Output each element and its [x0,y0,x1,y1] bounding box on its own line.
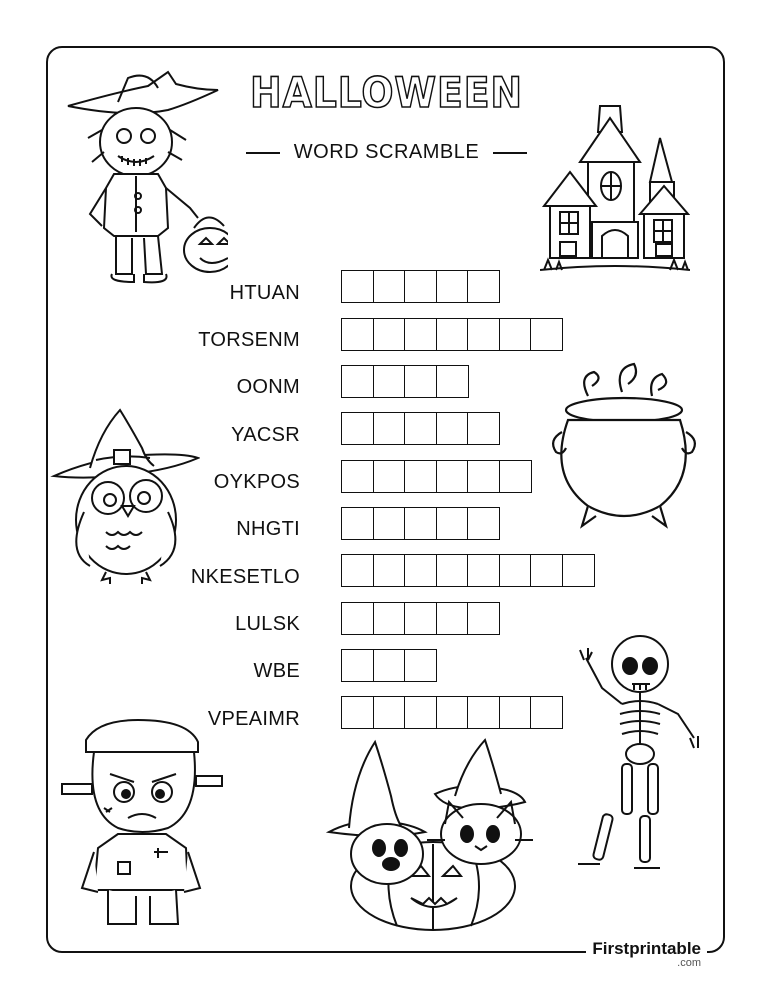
letter-box[interactable] [467,554,500,587]
scrambled-word: HTUAN [229,282,300,304]
subtitle-rule-left [246,152,280,154]
letter-box[interactable] [341,318,374,351]
letter-box[interactable] [530,318,563,351]
letter-box[interactable] [341,412,374,445]
answer-boxes[interactable] [341,554,593,587]
letter-box[interactable] [341,649,374,682]
letter-box[interactable] [499,318,532,351]
brand-name: Firstprintable [592,939,701,958]
letter-box[interactable] [373,507,406,540]
letter-box[interactable] [436,602,469,635]
scrambled-word: VPEAIMR [207,708,300,730]
answer-boxes[interactable] [341,507,499,540]
letter-box[interactable] [373,554,406,587]
letter-box[interactable] [373,696,406,729]
scrambled-word: LULSK [235,613,300,635]
scrambled-word: OYKPOS [213,471,300,493]
brand-tld: .com [677,957,701,969]
page-title: HALLOWEEN [250,68,523,117]
letter-box[interactable] [373,318,406,351]
letter-box[interactable] [562,554,595,587]
letter-box[interactable] [404,270,437,303]
answer-boxes[interactable] [341,602,499,635]
letter-box[interactable] [467,412,500,445]
letter-box[interactable] [436,270,469,303]
owl-witch-illustration [50,402,200,587]
letter-box[interactable] [467,318,500,351]
skeleton-illustration [568,628,713,878]
letter-box[interactable] [530,554,563,587]
letter-box[interactable] [404,649,437,682]
scrambled-word: WBE [253,660,300,682]
letter-box[interactable] [467,507,500,540]
answer-boxes[interactable] [341,318,562,351]
letter-box[interactable] [341,270,374,303]
letter-box[interactable] [373,649,406,682]
letter-box[interactable] [341,602,374,635]
letter-box[interactable] [404,554,437,587]
letter-box[interactable] [499,696,532,729]
letter-box[interactable] [341,507,374,540]
letter-box[interactable] [404,460,437,493]
letter-box[interactable] [436,412,469,445]
letter-box[interactable] [436,554,469,587]
scrambled-word: NHGTI [236,518,300,540]
letter-box[interactable] [341,365,374,398]
answer-boxes[interactable] [341,696,562,729]
letter-box[interactable] [467,460,500,493]
pumpkin-pets-illustration [325,736,540,934]
letter-box[interactable] [404,365,437,398]
letter-box[interactable] [373,365,406,398]
letter-box[interactable] [467,696,500,729]
brand-logo [586,940,707,970]
letter-box[interactable] [436,696,469,729]
letter-box[interactable] [530,696,563,729]
letter-box[interactable] [373,412,406,445]
letter-box[interactable] [404,602,437,635]
cauldron-illustration [548,356,698,536]
letter-box[interactable] [404,507,437,540]
scrambled-word: NKESETLO [190,566,300,588]
answer-boxes[interactable] [341,460,530,493]
letter-box[interactable] [373,602,406,635]
letter-box[interactable] [341,460,374,493]
letter-box[interactable] [341,554,374,587]
answer-boxes[interactable] [341,365,467,398]
letter-box[interactable] [404,412,437,445]
haunted-house-illustration [540,102,690,282]
letter-box[interactable] [341,696,374,729]
letter-box[interactable] [436,507,469,540]
scrambled-word: YACSR [231,424,300,446]
letter-box[interactable] [436,460,469,493]
letter-box[interactable] [499,460,532,493]
answer-boxes[interactable] [341,270,499,303]
scrambled-word: OONM [236,376,300,398]
letter-box[interactable] [404,318,437,351]
letter-box[interactable] [467,270,500,303]
letter-box[interactable] [499,554,532,587]
answer-boxes[interactable] [341,412,499,445]
subtitle-rule-right [493,152,527,154]
letter-box[interactable] [467,602,500,635]
letter-box[interactable] [373,270,406,303]
letter-box[interactable] [373,460,406,493]
letter-box[interactable] [404,696,437,729]
scrambled-word: TORSENM [198,329,300,351]
answer-boxes[interactable] [341,649,436,682]
letter-box[interactable] [436,318,469,351]
frankenstein-illustration [58,712,228,937]
letter-box[interactable] [436,365,469,398]
page-subtitle: WORD SCRAMBLE [293,141,480,163]
scarecrow-illustration [58,68,228,288]
